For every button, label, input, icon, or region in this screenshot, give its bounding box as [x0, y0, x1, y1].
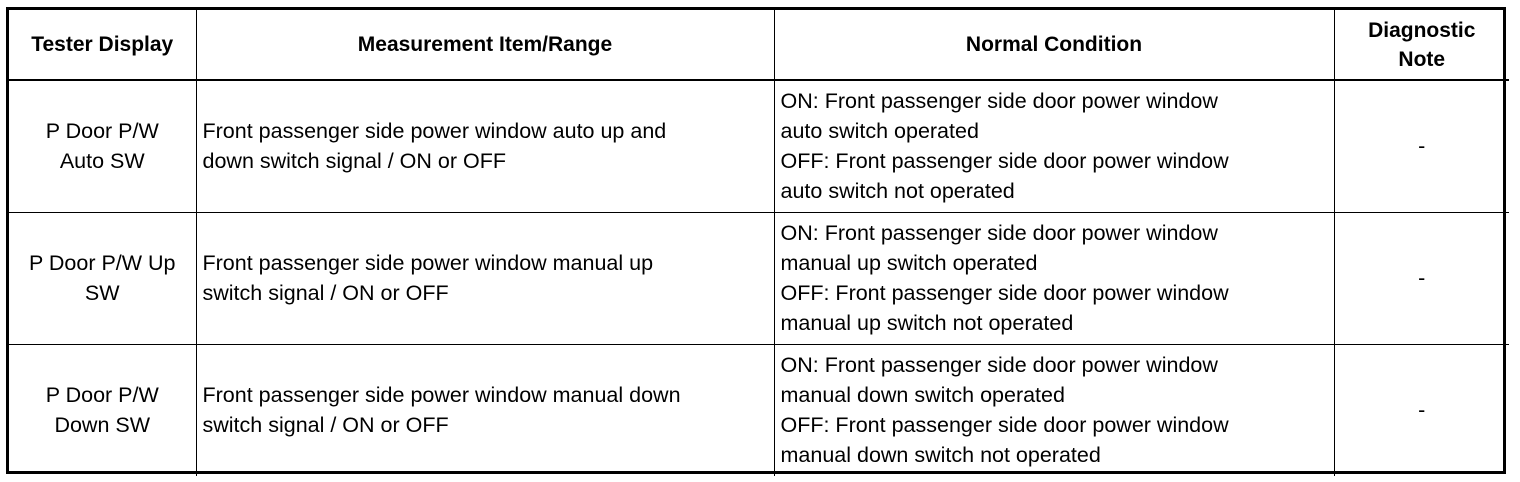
- tester-display-line: Down SW: [54, 413, 151, 438]
- measurement-cell: [196, 80, 774, 212]
- table-row: [9, 80, 1509, 212]
- measurement-line: switch signal / ON or OFF: [202, 413, 449, 438]
- diagnostic-note-cell: -: [1334, 344, 1509, 476]
- normal-condition-cell: [774, 80, 1334, 212]
- table-header-row: [9, 10, 1509, 80]
- measurement-line: switch signal / ON or OFF: [202, 281, 449, 305]
- tester-display-line: SW: [84, 281, 120, 305]
- tester-display-cell: [9, 80, 196, 212]
- measurement-cell: [196, 344, 774, 476]
- condition-line: auto switch not operated: [780, 179, 1015, 204]
- header-diagnostic-note-line: Diagnostic: [1368, 18, 1476, 42]
- header-diagnostic-note-line: Note: [1398, 47, 1446, 71]
- measurement-line: Front passenger side power window manual up: [202, 251, 654, 275]
- tester-display-cell: [9, 212, 196, 344]
- measurement-line: Front passenger side power window manual down: [202, 383, 681, 408]
- condition-line: OFF: Front passenger side door power window: [780, 413, 1229, 438]
- diagnostic-note-cell: -: [1334, 80, 1509, 212]
- table-row: [9, 212, 1509, 344]
- header-normal-condition: Normal Condition: [774, 10, 1334, 80]
- normal-condition-cell: [774, 212, 1334, 344]
- header-diagnostic-note: [1334, 10, 1509, 80]
- measurement-line: down switch signal / ON or OFF: [202, 149, 506, 174]
- tester-display-cell: [9, 344, 196, 476]
- normal-condition-cell: [774, 344, 1334, 476]
- table-row: [9, 344, 1509, 476]
- condition-line: manual down switch not operated: [780, 443, 1101, 468]
- condition-line: ON: Front passenger side door power window: [780, 89, 1218, 114]
- condition-line: manual up switch operated: [780, 251, 1038, 275]
- condition-line: OFF: Front passenger side door power window: [780, 149, 1229, 174]
- condition-line: manual up switch not operated: [780, 311, 1074, 335]
- condition-line: manual down switch operated: [780, 383, 1065, 408]
- condition-line: ON: Front passenger side door power window: [780, 221, 1218, 245]
- measurement-cell: [196, 212, 774, 344]
- tester-display-line: Auto SW: [59, 149, 145, 174]
- tester-display-line: P Door P/W Up: [28, 251, 176, 275]
- data-table-container: [6, 7, 1506, 474]
- diagnostic-note-cell: -: [1334, 212, 1509, 344]
- tester-data-table: [9, 10, 1509, 476]
- measurement-line: Front passenger side power window auto up and: [202, 119, 667, 144]
- tester-display-line: P Door P/W: [45, 383, 159, 408]
- condition-line: OFF: Front passenger side door power window: [780, 281, 1229, 305]
- header-measurement: Measurement Item/Range: [196, 10, 774, 80]
- header-tester-display: Tester Display: [9, 10, 196, 80]
- tester-display-line: P Door P/W: [45, 119, 159, 144]
- condition-line: auto switch operated: [780, 119, 979, 144]
- condition-line: ON: Front passenger side door power window: [780, 353, 1218, 378]
